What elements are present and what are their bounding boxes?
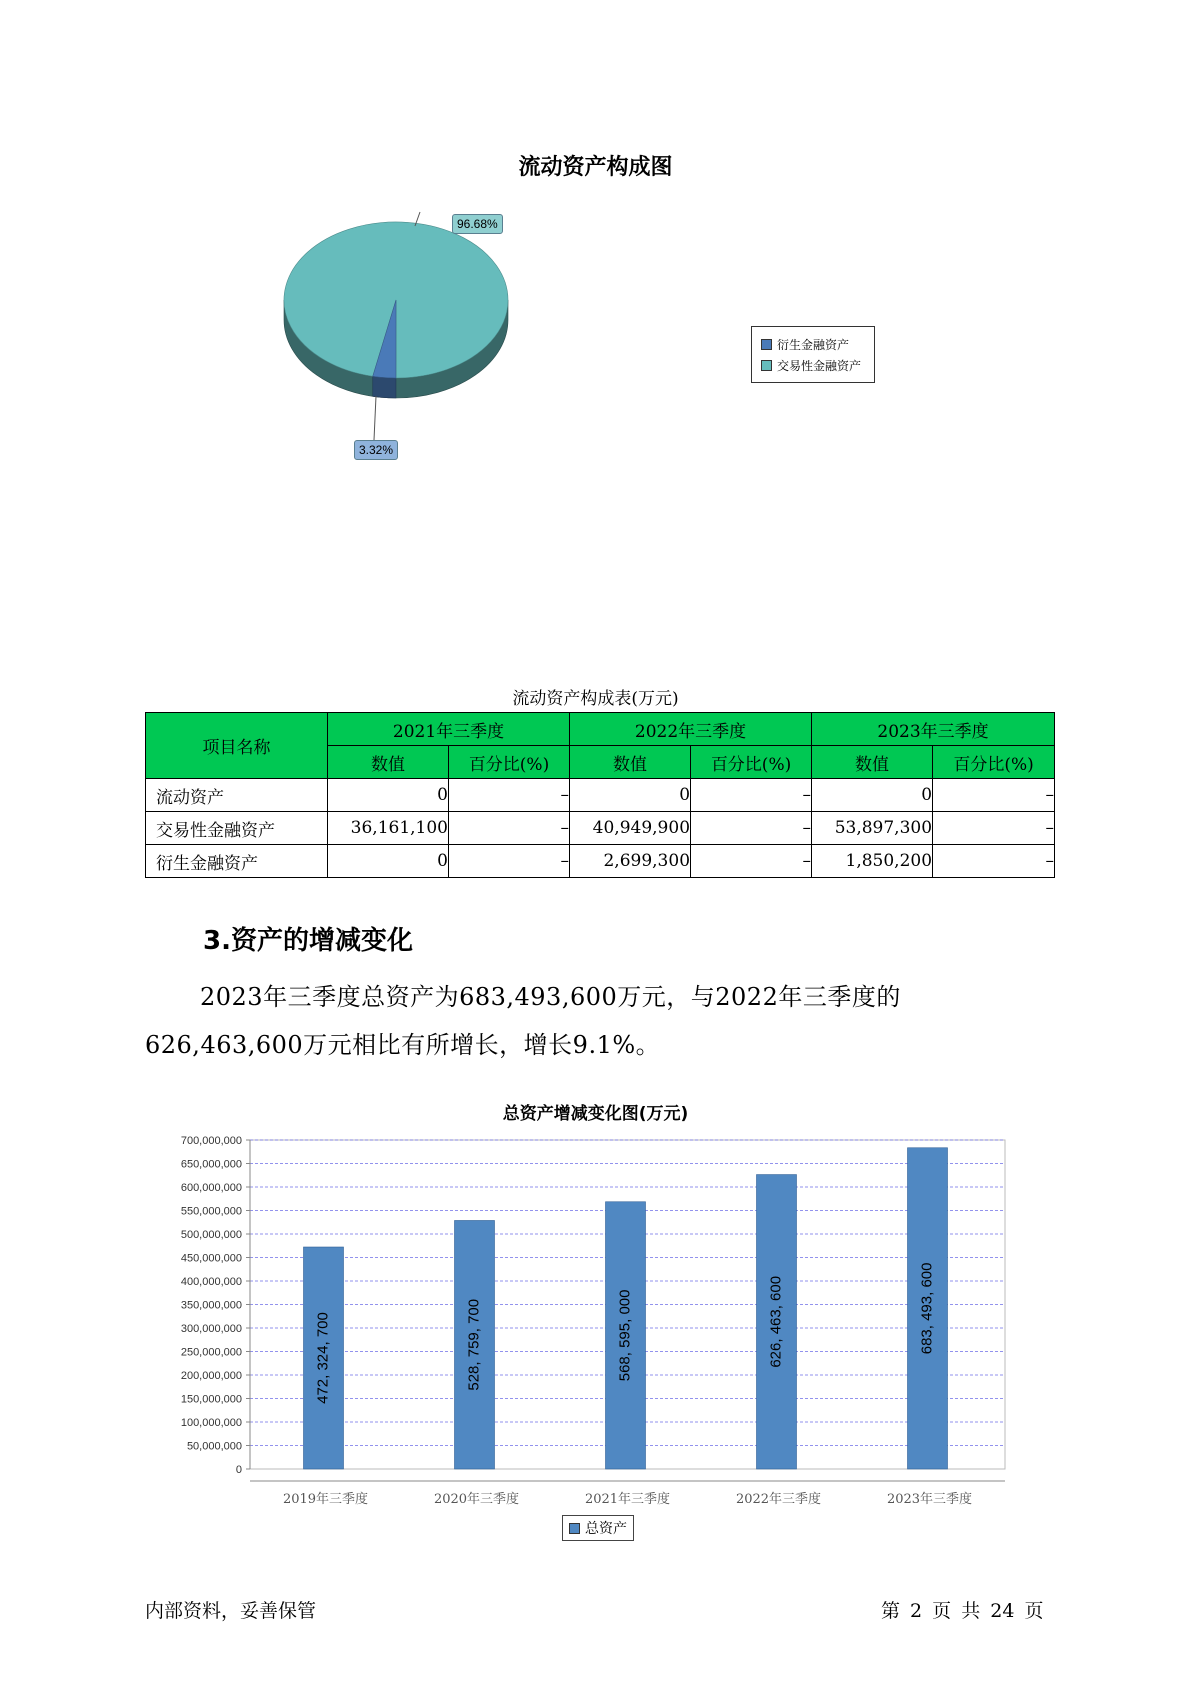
- pie-chart: [280, 200, 560, 460]
- y-tick-label: 450,000,000: [180, 1252, 242, 1265]
- y-tick-label: 400,000,000: [180, 1276, 242, 1288]
- y-tick-label: 50,000,000: [186, 1440, 242, 1453]
- section-heading: 3.资产的增减变化: [203, 926, 413, 956]
- row-name: 衍生金融资产: [146, 845, 328, 878]
- legend-label: 总资产: [585, 1521, 627, 1537]
- x-tick-label: 2023年三季度: [886, 1492, 973, 1507]
- legend-swatch: [761, 339, 772, 350]
- legend-label: 衍生金融资产: [777, 338, 850, 352]
- y-tick-label: 0: [235, 1464, 242, 1476]
- bar-data-label: 528, 759, 700: [465, 1298, 483, 1391]
- bar-legend: [562, 1515, 634, 1541]
- cell-value: 0: [812, 779, 933, 812]
- header-period: 2023年三季度: [812, 713, 1055, 746]
- pie-label-small: 3.32%: [354, 440, 398, 460]
- bar-chart: [150, 1130, 1020, 1510]
- y-tick-label: 300,000,000: [180, 1323, 242, 1335]
- page-number: 第 2 页 共 24 页: [881, 1600, 1044, 1622]
- y-tick-label: 150,000,000: [180, 1393, 242, 1406]
- bar-chart-title: 总资产增减变化图(万元): [502, 1104, 689, 1124]
- cell-value: 0: [570, 779, 691, 812]
- current-assets-table: [145, 712, 1055, 878]
- legend-swatch: [761, 360, 772, 371]
- x-tick-label: 2019年三季度: [282, 1492, 369, 1507]
- pie-label-large: 96.68%: [452, 214, 503, 234]
- cell-value: 2,699,300: [570, 845, 691, 878]
- cell-value: 40,949,900: [570, 812, 691, 845]
- cell-pct: –: [449, 779, 570, 812]
- header-pct: 百分比(%): [933, 746, 1055, 779]
- y-tick-label: 650,000,000: [180, 1158, 242, 1171]
- pie-leader-line: [374, 396, 376, 440]
- row-name: 流动资产: [146, 779, 328, 812]
- x-tick-label: 2021年三季度: [584, 1492, 671, 1507]
- cell-pct: –: [449, 845, 570, 878]
- table-header-row: [146, 713, 1055, 746]
- header-item-name: 项目名称: [146, 713, 328, 779]
- cell-value: 0: [328, 845, 449, 878]
- cell-value: 53,897,300: [812, 812, 933, 845]
- pie-slice-side-small: [373, 376, 396, 398]
- header-period: 2022年三季度: [570, 713, 812, 746]
- table-caption: 流动资产构成表(万元): [512, 689, 679, 709]
- cell-pct: –: [933, 845, 1055, 878]
- header-pct: 百分比(%): [449, 746, 570, 779]
- y-tick-label: 100,000,000: [180, 1417, 242, 1429]
- y-tick-label: 700,000,000: [180, 1135, 242, 1147]
- cell-pct: –: [691, 779, 812, 812]
- header-value: 数值: [812, 746, 933, 779]
- header-pct: 百分比(%): [691, 746, 812, 779]
- table-row: [146, 845, 1055, 878]
- legend-label: 交易性金融资产: [777, 359, 862, 373]
- x-tick-label: 2022年三季度: [735, 1492, 822, 1507]
- table-row: [146, 779, 1055, 812]
- pie-legend: [751, 326, 875, 383]
- cell-pct: –: [449, 812, 570, 845]
- bar-data-label: 626, 463, 600: [767, 1275, 785, 1368]
- table-row: [146, 812, 1055, 845]
- row-name: 交易性金融资产: [146, 812, 328, 845]
- pie-chart-title: 流动资产构成图: [518, 155, 673, 180]
- cell-pct: –: [691, 812, 812, 845]
- cell-value: 1,850,200: [812, 845, 933, 878]
- cell-pct: –: [933, 812, 1055, 845]
- bar-data-label: 568, 595, 000: [616, 1289, 634, 1382]
- legend-item: [761, 334, 874, 355]
- y-tick-label: 500,000,000: [180, 1229, 242, 1241]
- cell-value: 36,161,100: [328, 812, 449, 845]
- header-value: 数值: [570, 746, 691, 779]
- legend-item: [761, 355, 874, 376]
- paragraph-line: 626,463,600万元相比有所增长，增长9.1%。: [145, 1031, 661, 1059]
- y-tick-label: 600,000,000: [180, 1182, 242, 1194]
- header-value: 数值: [328, 746, 449, 779]
- x-tick-label: 2020年三季度: [433, 1492, 520, 1507]
- legend-swatch: [569, 1523, 580, 1534]
- cell-pct: –: [691, 845, 812, 878]
- header-period: 2021年三季度: [328, 713, 570, 746]
- cell-pct: –: [933, 779, 1055, 812]
- bar-data-label: 683, 493, 600: [918, 1262, 936, 1355]
- footer-note: 内部资料，妥善保管: [145, 1600, 317, 1622]
- y-tick-label: 350,000,000: [180, 1299, 242, 1312]
- y-tick-label: 550,000,000: [180, 1205, 242, 1218]
- cell-value: 0: [328, 779, 449, 812]
- y-tick-label: 200,000,000: [180, 1370, 242, 1382]
- bar-data-label: 472, 324, 700: [314, 1312, 332, 1404]
- y-tick-label: 250,000,000: [180, 1346, 242, 1359]
- paragraph-line: 2023年三季度总资产为683,493,600万元，与2022年三季度的: [200, 983, 901, 1011]
